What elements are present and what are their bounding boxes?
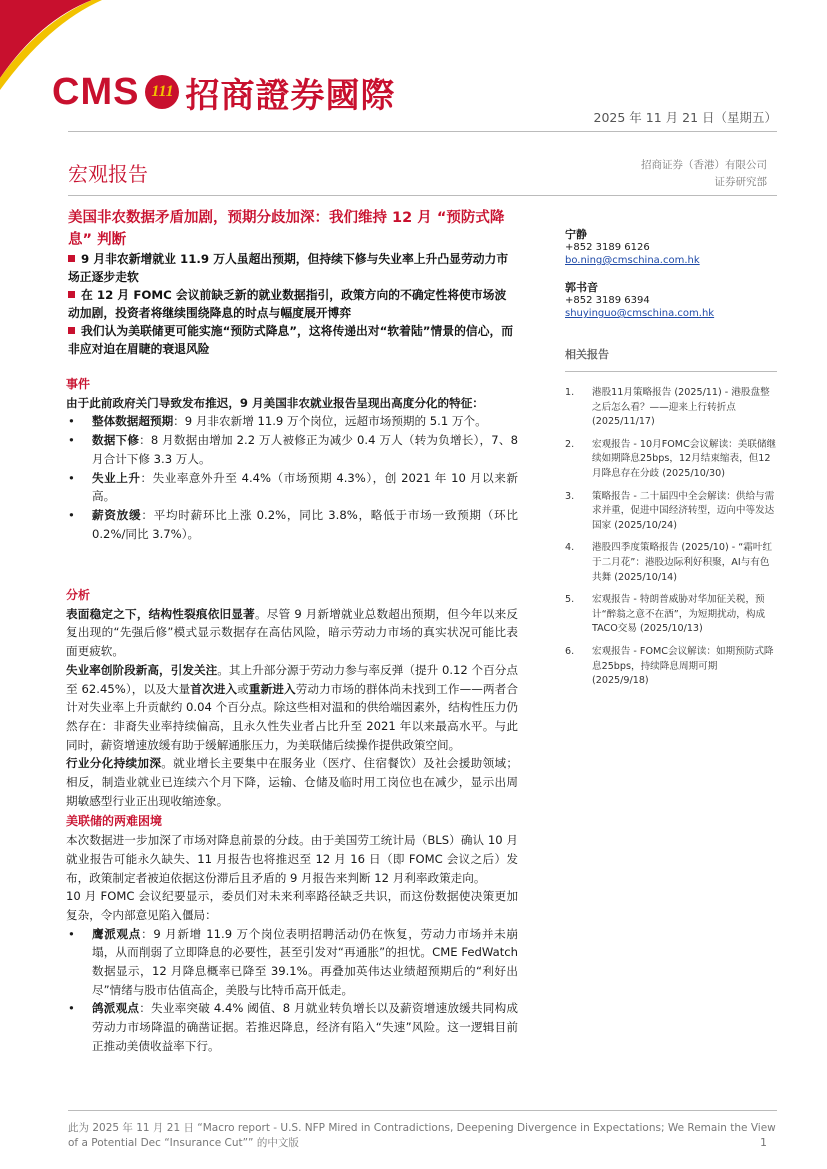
analyst-card: [565, 228, 777, 267]
related-report-item[interactable]: 4. 港股四季度策略报告 (2025/10) - “霜叶红于二月花”：港股边际利好积聚，AI与有色共舞 (2025/10/14): [565, 542, 773, 583]
bullet-dot-icon: •: [68, 926, 75, 941]
analyst-phone: +852 3189 6126: [565, 242, 650, 253]
analyst-name: 郭书音: [565, 281, 598, 294]
dilemma-heading: 美联储的两难困境: [66, 814, 163, 829]
analyst-phone: +852 3189 6394: [565, 295, 650, 306]
square-bullet-icon: [68, 291, 75, 298]
related-report-item[interactable]: 5. 宏观报告 - 特朗普威胁对华加征关税，预计“醉翁之意不在酒”，为短期扰动，构成TACO交易 (2025/10/13): [565, 594, 766, 635]
analyst-card: [565, 281, 777, 320]
analyst-email-link[interactable]: bo.ning@cmschina.com.hk: [565, 255, 700, 266]
analysis-paragraph: 行业分化持续加深。就业增长主要集中在服务业（医疗、住宿餐饮）及社会援助领域；相反，制造业就业已连续六个月下降，运输、仓储及临时用工岗位也在减少，显示出周期敏感型行业正出现收缩迹象。: [66, 756, 518, 808]
bullet-dot-icon: •: [68, 507, 75, 522]
logo-cms-text: CMS: [52, 70, 140, 113]
event-bullet: • 整体数据超预期：9 月非农新增 11.9 万个岗位，远超市场预期的 5.1 万个。: [66, 412, 518, 431]
dilemma-paragraph: 10 月 FOMC 会议纪要显示，委员们对未来利率路径缺乏共识，而这份数据使决策更加复杂，令内部意见陷入僵局：: [66, 889, 518, 922]
dilemma-paragraph: 本次数据进一步加深了市场对降息前景的分歧。由于美国劳工统计局（BLS）确认 10 月就业报告可能永久缺失、11 月报告也将推迟至 12 月 16 日（即 FOMC 会议之后）发布，政策制定者被迫依据这份滞后且矛盾的 9 月报告来判断 12 月利率政策走向。: [66, 833, 518, 885]
analysis-section: [66, 586, 518, 1056]
logo-badge-icon: 111: [145, 75, 179, 109]
bullet-dot-icon: •: [68, 1001, 75, 1016]
report-type: 宏观报告: [68, 162, 148, 186]
event-bullet: • 薪资放缓：平均时薪环比上涨 0.2%，同比 3.8%，略低于市场一致预期（环比 0.2%/同比 3.7%）。: [68, 507, 518, 541]
related-reports-heading: 相关报告: [565, 348, 609, 361]
analysis-paragraph: 失业率创阶段新高，引发关注。其上升部分源于劳动力参与率反弹（提升 0.12 个百分点至 62.45%），以及大量首次进入或重新进入劳动力市场的群体尚未找到工作——两者合计对失业率上升贡献约 0.04 个百分点。除这些相对温和的供给端因素外，结构性压力仍然存在：非裔失业率持续偏高，且永久性失业者占比升至 2021 年以来最高水平。与此同时，薪资增速放缓有助于缓解通胀压力，为美联储后续操作提供政策空间。: [66, 662, 518, 752]
analysis-heading: 分析: [66, 588, 91, 602]
analyst-block: [565, 228, 777, 320]
square-bullet-icon: [68, 327, 75, 334]
events-intro: 由于此前政府关门导致发布推迟，9 月美国非农就业报告呈现出高度分化的特征：: [66, 395, 484, 410]
analyst-name: 宁静: [565, 228, 587, 241]
related-reports: [565, 348, 777, 697]
footer-divider: [68, 1110, 777, 1111]
header-divider: [68, 131, 777, 132]
bullet-dot-icon: •: [68, 470, 75, 485]
related-report-item[interactable]: 2. 宏观报告 - 10月FOMC会议解读：美联储继续如期降息25bps，12月结束缩表，但12月降息存在分歧 (2025/10/30): [565, 438, 777, 479]
footer-note: 此为 2025 年 11 月 21 日 “Macro report - U.S. NFP Mired in Contradictions, Deepening Divergence in Expectations; We Remain the View of a Potential Dec “Insurance Cut”” 的中文版: [68, 1122, 776, 1149]
department-name: 证券研究部: [714, 176, 767, 188]
related-report-item[interactable]: 6. 宏观报告 - FOMC会议解读：如期预防式降息25bps，持续降息周期可期 (2025/9/18): [565, 645, 774, 687]
dilemma-bullet: • 鹰派观点：9 月新增 11.9 万个岗位表明招聘活动仍在恢复，劳动力市场并未崩塌，从而削弱了立即降息的必要性，甚至引发对“再通胀”的担忧。CME FedWatch 数据显示，12 月降息概率已降至 39.1%。再叠加英伟达业绩超预期后的“利好出尽”情绪与股市估值高企，美股与比特币高开低走。: [68, 926, 518, 997]
bullet-dot-icon: •: [68, 433, 75, 448]
analyst-email-link[interactable]: shuyinguo@cmschina.com.hk: [565, 308, 715, 319]
firm-name: 招商证券（香港）有限公司: [641, 159, 767, 171]
highlight-item: 9 月非农新增就业 11.9 万人虽超出预期，但持续下修与失业率上升凸显劳动力市场正逐步走软: [68, 252, 509, 284]
firm-info: [567, 157, 767, 191]
analysis-paragraph: 表面稳定之下，结构性裂痕依旧显著。尽管 9 月新增就业总数超出预期，但今年以来反复出现的“先强后修”模式显示数据存在高估风险，暗示劳动力市场的真实状况可能比表面更疲软。: [66, 606, 518, 659]
report-title: 美国非农数据矛盾加剧，预期分歧加深：我们维持 12 月 “预防式降息” 判断: [68, 210, 505, 248]
page-number: 1: [760, 1136, 767, 1149]
highlight-item: 我们认为美联储更可能实施“预防式降息”，这将传递出对“软着陆”情景的信心，而非应对迫在眉睫的衰退风险: [68, 324, 514, 356]
related-divider: [565, 371, 777, 372]
report-date: 2025 年 11 月 21 日（星期五）: [593, 110, 777, 125]
bullet-dot-icon: •: [68, 414, 75, 429]
dilemma-bullet: • 鸽派观点：失业率突破 4.4% 阈值、8 月就业转负增长以及薪资增速放缓共同构成劳动力市场降温的确凿证据。若推迟降息，经济有陷入“失速”风险。这一逻辑目前正推动美债收益率下行。: [68, 1001, 518, 1053]
highlights: [68, 250, 518, 358]
company-logo: [52, 70, 395, 114]
logo-chinese-text: 招商證券國際: [185, 75, 396, 116]
highlight-item: 在 12 月 FOMC 会议前缺乏新的就业数据指引，政策方向的不确定性将使市场波动加剧，投资者将继续围绕降息的时点与幅度展开博弈: [68, 288, 507, 320]
event-bullet: • 失业上升：失业率意外升至 4.4%（市场预期 4.3%），创 2021 年 10 月以来新高。: [68, 470, 518, 504]
related-report-item[interactable]: 3. 策略报告 - 二十届四中全会解读：供给与需求并重，促进中国经济转型，迈向中等发达国家 (2025/10/24): [565, 490, 775, 531]
square-bullet-icon: [68, 255, 75, 262]
events-heading: 事件: [66, 377, 91, 391]
events-section: [66, 375, 518, 543]
section-divider: [68, 195, 777, 196]
related-report-item[interactable]: 1. 港股11月策略报告 (2025/11) - 港股盘整之后怎么看？——迎来上行转折点 (2025/11/17): [565, 387, 770, 428]
event-bullet: • 数据下修：8 月数据由增加 2.2 万人被修正为减少 0.4 万人（转为负增长），7、8 月合计下修 3.3 万人。: [68, 433, 518, 466]
